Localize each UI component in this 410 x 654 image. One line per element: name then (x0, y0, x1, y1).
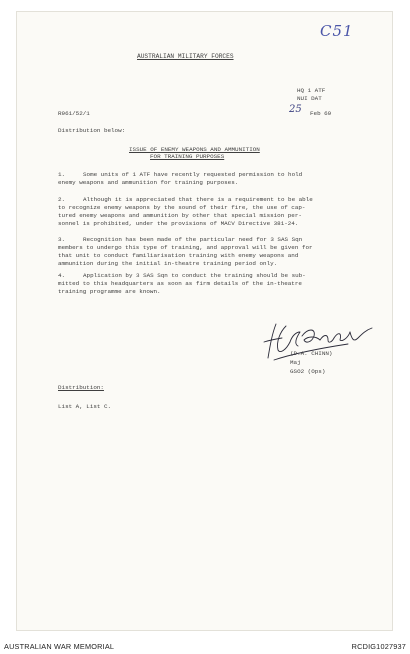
paragraph-line: Some units of 1 ATF have recently requested permission to hold (83, 171, 303, 178)
distribution-list: List A, List C. (58, 403, 112, 410)
signatory-appointment: GSO2 (Ops) (290, 368, 326, 375)
paragraph-line: to recognize enemy weapons by the sound of their fire, the use of cap- (58, 204, 306, 211)
paragraph-line: sonnel is prohibited, under the provisions of MACV Directive 381-24. (58, 220, 299, 227)
subject-line-2: FOR TRAINING PURPOSES (150, 153, 225, 160)
paragraph-line: training programme are known. (58, 288, 161, 295)
hq-line-2: NUI DAT (297, 95, 322, 102)
paragraph-number: 1. (58, 171, 66, 178)
archive-credit: AUSTRALIAN WAR MEMORIAL (4, 642, 115, 651)
handwritten-day: 25 (289, 104, 302, 115)
paragraph-line: that unit to conduct familiarisation training with enemy weapons and (58, 252, 299, 259)
hq-line-1: HQ 1 ATF (297, 87, 326, 94)
paragraph-line: tured enemy weapons and ammunition by other that special mission per- (58, 212, 302, 219)
paragraph-line: Application by 3 SAS Sqn to conduct the training should be sub- (83, 272, 306, 279)
signatory-name: (D.A. CHINN) (290, 350, 333, 357)
subject-line-1: ISSUE OF ENEMY WEAPONS AND AMMUNITION (129, 146, 260, 153)
paragraph-number: 4. (58, 272, 66, 279)
paragraph-number: 3. (58, 236, 66, 243)
archive-item-id: RCDIG1027937 (351, 642, 406, 651)
paragraph-line: mitted to this headquarters as soon as firm details of the in-theatre (58, 280, 302, 287)
signatory-rank: Maj (290, 359, 301, 366)
handwritten-signature (262, 320, 382, 366)
paragraph-line: Recognition has been made of the particular need for 3 SAS Sqn (83, 236, 303, 243)
document-date: Feb 69 (310, 110, 332, 117)
distribution-heading: Distribution: (58, 384, 104, 391)
paragraph-line: Although it is appreciated that there is a requirement to be able (83, 196, 313, 203)
distribution-intro: Distribution below: (58, 127, 126, 134)
paragraph-line: enemy weapons and ammunition for training purposes. (58, 179, 239, 186)
paragraph-line: members to undergo this type of training, and approval will be given for (58, 244, 313, 251)
paragraph-number: 2. (58, 196, 66, 203)
handwritten-file-reference: C51 (320, 22, 354, 40)
file-reference: R961/52/1 (58, 110, 90, 117)
paragraph-line: ammunition during the initial in-theatre training period only. (58, 260, 278, 267)
org-title: AUSTRALIAN MILITARY FORCES (137, 53, 234, 60)
